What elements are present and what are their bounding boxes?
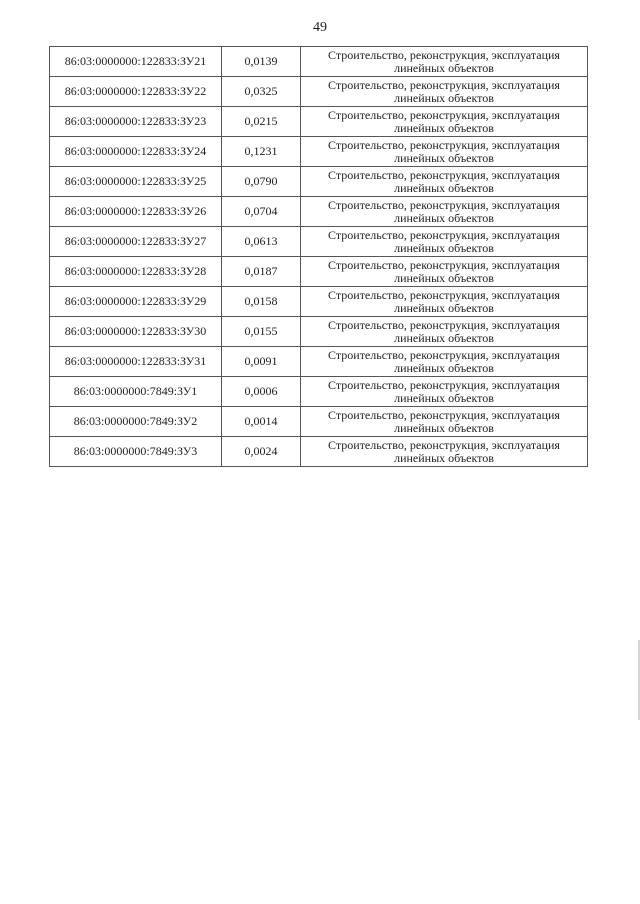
purpose-cell: Строительство, реконструкция, эксплуатация линейных объектов — [301, 437, 588, 467]
purpose-cell: Строительство, реконструкция, эксплуатация линейных объектов — [301, 47, 588, 77]
area-cell: 0,0790 — [222, 167, 301, 197]
area-cell: 0,0325 — [222, 77, 301, 107]
purpose-cell: Строительство, реконструкция, эксплуатация линейных объектов — [301, 197, 588, 227]
area-cell: 0,0215 — [222, 107, 301, 137]
cadastral-number-cell: 86:03:0000000:122833:ЗУ27 — [50, 227, 222, 257]
cadastral-number-cell: 86:03:0000000:122833:ЗУ29 — [50, 287, 222, 317]
cadastral-number-cell: 86:03:0000000:122833:ЗУ21 — [50, 47, 222, 77]
purpose-cell: Строительство, реконструкция, эксплуатация линейных объектов — [301, 347, 588, 377]
cadastral-number-cell: 86:03:0000000:7849:ЗУ3 — [50, 437, 222, 467]
table-row — [50, 437, 588, 467]
table-row — [50, 347, 588, 377]
table-row — [50, 287, 588, 317]
purpose-cell: Строительство, реконструкция, эксплуатация линейных объектов — [301, 287, 588, 317]
purpose-cell: Строительство, реконструкция, эксплуатация линейных объектов — [301, 137, 588, 167]
table-row — [50, 137, 588, 167]
table-row — [50, 47, 588, 77]
area-cell: 0,0158 — [222, 287, 301, 317]
cadastral-number-cell: 86:03:0000000:122833:ЗУ31 — [50, 347, 222, 377]
cadastral-number-cell: 86:03:0000000:122833:ЗУ23 — [50, 107, 222, 137]
cadastral-number-cell: 86:03:0000000:122833:ЗУ24 — [50, 137, 222, 167]
area-cell: 0,0139 — [222, 47, 301, 77]
table-row — [50, 377, 588, 407]
table-row — [50, 257, 588, 287]
cadastral-number-cell: 86:03:0000000:7849:ЗУ2 — [50, 407, 222, 437]
cadastral-number-cell: 86:03:0000000:122833:ЗУ22 — [50, 77, 222, 107]
table-row — [50, 317, 588, 347]
purpose-cell: Строительство, реконструкция, эксплуатация линейных объектов — [301, 167, 588, 197]
cadastral-number-cell: 86:03:0000000:122833:ЗУ25 — [50, 167, 222, 197]
table-row — [50, 77, 588, 107]
land-plots-table — [49, 46, 588, 467]
area-cell: 0,1231 — [222, 137, 301, 167]
table-row — [50, 407, 588, 437]
purpose-cell: Строительство, реконструкция, эксплуатация линейных объектов — [301, 227, 588, 257]
table-row — [50, 197, 588, 227]
area-cell: 0,0091 — [222, 347, 301, 377]
area-cell: 0,0187 — [222, 257, 301, 287]
cadastral-number-cell: 86:03:0000000:122833:ЗУ26 — [50, 197, 222, 227]
page-number: 49 — [313, 20, 327, 35]
purpose-cell: Строительство, реконструкция, эксплуатация линейных объектов — [301, 407, 588, 437]
purpose-cell: Строительство, реконструкция, эксплуатация линейных объектов — [301, 107, 588, 137]
table-row — [50, 227, 588, 257]
table-row — [50, 167, 588, 197]
cadastral-number-cell: 86:03:0000000:122833:ЗУ28 — [50, 257, 222, 287]
area-cell: 0,0155 — [222, 317, 301, 347]
purpose-cell: Строительство, реконструкция, эксплуатация линейных объектов — [301, 317, 588, 347]
area-cell: 0,0014 — [222, 407, 301, 437]
purpose-cell: Строительство, реконструкция, эксплуатация линейных объектов — [301, 77, 588, 107]
area-cell: 0,0024 — [222, 437, 301, 467]
area-cell: 0,0006 — [222, 377, 301, 407]
purpose-cell: Строительство, реконструкция, эксплуатация линейных объектов — [301, 257, 588, 287]
table-row — [50, 107, 588, 137]
cadastral-number-cell: 86:03:0000000:7849:ЗУ1 — [50, 377, 222, 407]
area-cell: 0,0704 — [222, 197, 301, 227]
land-plots-table-body — [50, 47, 588, 467]
area-cell: 0,0613 — [222, 227, 301, 257]
purpose-cell: Строительство, реконструкция, эксплуатация линейных объектов — [301, 377, 588, 407]
cadastral-number-cell: 86:03:0000000:122833:ЗУ30 — [50, 317, 222, 347]
